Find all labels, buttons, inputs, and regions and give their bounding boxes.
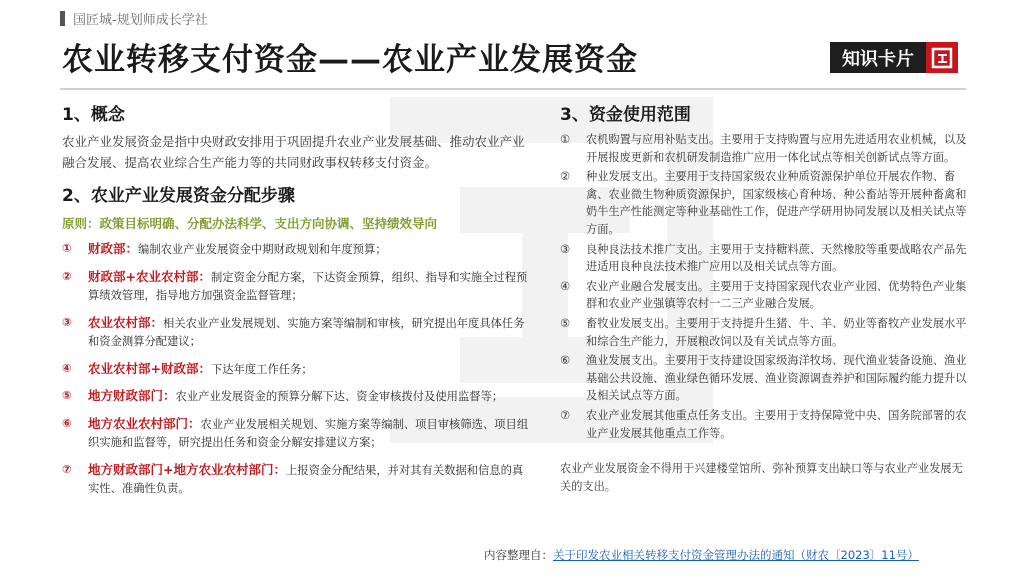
source-label: 内容整理自： bbox=[484, 548, 553, 562]
usage-number: ⑦ bbox=[560, 408, 571, 422]
usage-item bbox=[560, 278, 970, 313]
usage-text: 畜牧业发展支出。主要用于支持提升生猪、牛、羊、奶业等畜牧产业发展水平和综合生产能力，开展粮改饲以及有关试点等方面。 bbox=[586, 316, 967, 348]
header-divider bbox=[60, 88, 966, 90]
step-text: 相关农业产业发展规划、实施方案等编制和审核，研究提出年度具体任务和资金测算分配建议； bbox=[88, 316, 525, 348]
org-name: 国匠城-规划师成长学社 bbox=[73, 13, 208, 28]
step-number: ① bbox=[62, 242, 72, 255]
usage-item bbox=[560, 315, 970, 350]
right-column bbox=[560, 100, 970, 496]
usage-item bbox=[560, 407, 970, 442]
usage-text: 农业产业融合发展支出。主要用于支持国家现代农业产业园、优势特色产业集群和农业产业强镇等农村一二三产业融合发展。 bbox=[586, 279, 967, 311]
knowledge-card-badge bbox=[830, 42, 958, 73]
step-item bbox=[62, 461, 532, 499]
usage-item bbox=[560, 131, 970, 166]
step-label: 农业农村部： bbox=[88, 314, 164, 330]
usage-text: 渔业发展支出。主要用于支持建设国家级海洋牧场、现代渔业装备设施、渔业基础公共设施、渔业绿色循环发展、渔业资源调查养护和国际履约能力提升以及相关试点等方面。 bbox=[586, 354, 967, 403]
usage-number: ⑥ bbox=[560, 354, 571, 368]
step-item bbox=[62, 240, 532, 260]
section1-heading: 1、概念 bbox=[62, 105, 125, 125]
source-link[interactable]: 关于印发农业相关转移支付资金管理办法的通知（财农〔2023〕11号） bbox=[553, 548, 919, 562]
section1-text: 农业产业发展资金是指中央财政安排用于巩固提升农业产业发展基础、推动农业产业融合发展、提高农业综合生产能力等的共同财政事权转移支付资金。 bbox=[62, 134, 525, 170]
section2-heading: 2、农业产业发展资金分配步骤 bbox=[62, 186, 295, 206]
step-label: 农业农村部+财政部： bbox=[88, 360, 211, 376]
usage-text: 农业产业发展其他重点任务支出。主要用于支持保障党中央、国务院部署的农业产业发展其他重点工作等。 bbox=[586, 408, 967, 440]
step-label: 地方财政部门+地方农业农村部门： bbox=[88, 461, 286, 477]
org-header bbox=[60, 9, 208, 28]
step-label: 财政部： bbox=[88, 241, 139, 256]
step-text: 农业产业发展相关规划、实施方案等编制、项目审核筛选、项目组织实施和监督等，研究提出任务和资金分解安排建议方案； bbox=[88, 417, 529, 449]
step-number: ② bbox=[62, 269, 72, 283]
usage-text: 种业发展支出。主要用于支持国家级农业种质资源保护单位开展农作物、畜禽、农业微生物种质资源保护，国家级核心育种场、种公畜站等开展种畜禽和奶牛生产性能测定等种业基础性工作，促进产学研用协同发展以及相关试点等方面。 bbox=[586, 170, 967, 236]
step-number: ④ bbox=[62, 361, 72, 375]
step-text: 农业产业发展资金的预算分解下达、资金审核拨付及使用监督等； bbox=[175, 390, 504, 403]
step-label: 财政部+农业农村部： bbox=[88, 268, 211, 284]
brand-logo-icon bbox=[926, 42, 958, 73]
badge-label: 知识卡片 bbox=[830, 42, 926, 73]
usage-number: ③ bbox=[560, 242, 571, 256]
usage-item bbox=[560, 241, 970, 276]
usage-number: ④ bbox=[560, 279, 571, 293]
usage-number: ① bbox=[560, 133, 571, 146]
step-number: ⑦ bbox=[62, 462, 72, 476]
step-text: 上报资金分配结果，并对其有关数据和信息的真实性、准确性负责。 bbox=[88, 463, 524, 495]
step-item bbox=[62, 360, 532, 380]
section2-principle: 原则：政策目标明确、分配办法科学、支出方向协调、坚持绩效导向 bbox=[62, 216, 438, 231]
left-column bbox=[62, 100, 532, 499]
step-item bbox=[62, 314, 532, 352]
step-item bbox=[62, 415, 532, 453]
usage-number: ② bbox=[560, 170, 571, 184]
section3-heading: 3、资金使用范围 bbox=[560, 105, 691, 125]
step-number: ③ bbox=[62, 315, 72, 329]
step-text: 编制农业产业发展资金中期财政规划和年度预算； bbox=[138, 243, 387, 256]
step-label: 地方农业农村部门： bbox=[88, 415, 201, 431]
step-item bbox=[62, 387, 532, 407]
step-number: ⑥ bbox=[62, 416, 72, 430]
org-bar-icon bbox=[60, 11, 65, 26]
usage-item bbox=[560, 168, 970, 238]
usage-text: 农机购置与应用补贴支出。主要用于支持购置与应用先进适用农业机械，以及开展报废更新和农机研发制造推广应用一体化试点等相关创新试点等方面。 bbox=[586, 133, 967, 164]
step-label: 地方财政部门： bbox=[88, 388, 176, 403]
step-text: 下达年度工作任务； bbox=[210, 362, 313, 376]
step-item bbox=[62, 268, 532, 306]
step-number: ⑤ bbox=[62, 389, 72, 402]
source-citation bbox=[484, 547, 919, 563]
usage-item bbox=[560, 352, 970, 405]
usage-text: 良种良法技术推广支出。主要用于支持糖料蔗、天然橡胶等重要战略农产品先进适用良种良法技术推广应用以及相关试点等方面。 bbox=[586, 242, 967, 274]
page-title: 农业转移支付资金——农业产业发展资金 bbox=[62, 42, 638, 78]
usage-number: ⑤ bbox=[560, 316, 571, 330]
step-text: 制定资金分配方案，下达资金预算，组织、指导和实施全过程预算绩效管理，指导地方加强资金监督管理； bbox=[88, 270, 528, 302]
usage-note: 农业产业发展资金不得用于兴建楼堂馆所、弥补预算支出缺口等与农业产业发展无关的支出。 bbox=[560, 462, 963, 494]
